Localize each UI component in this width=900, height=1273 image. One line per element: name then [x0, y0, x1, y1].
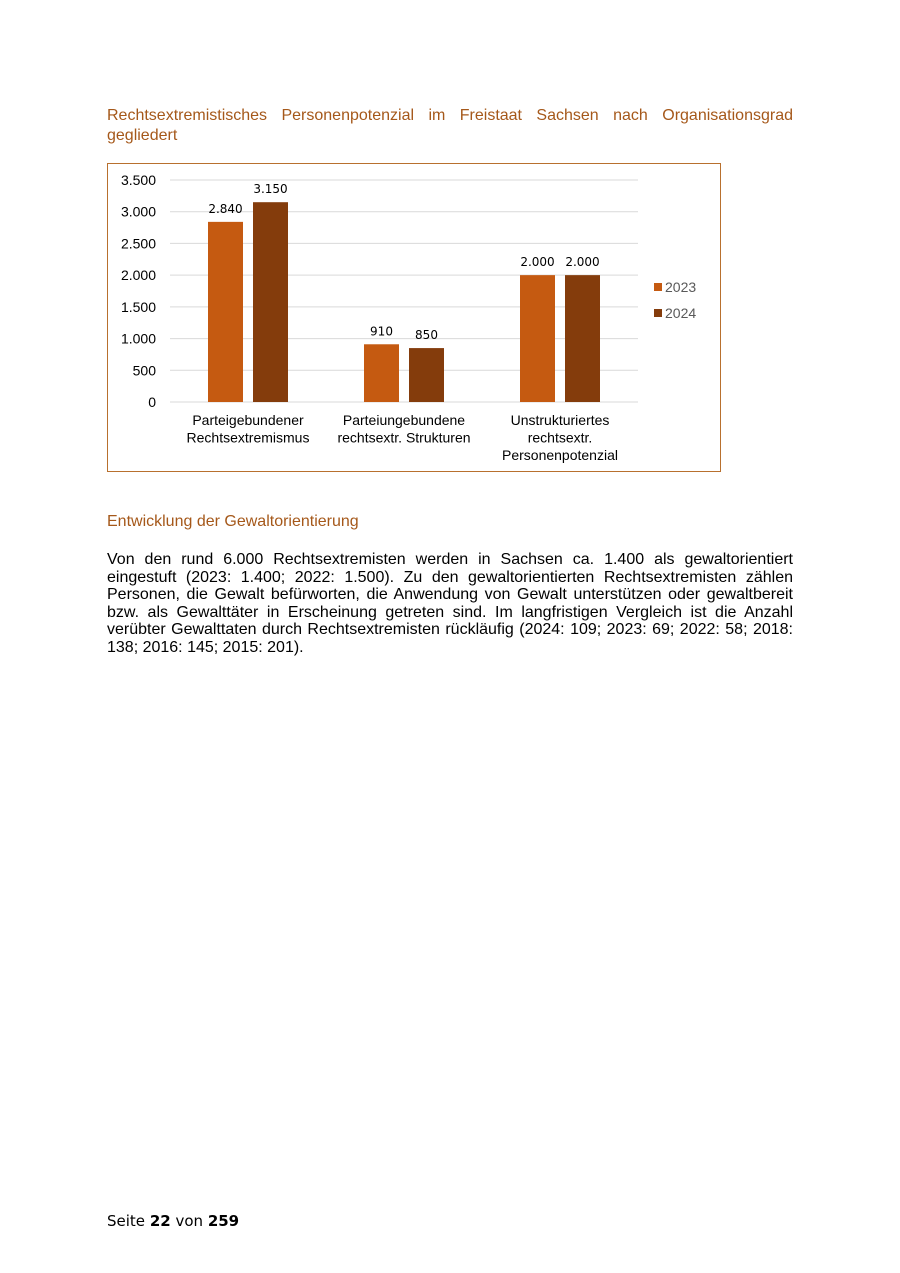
x-category-label: Personenpotenzial	[502, 447, 618, 463]
x-category-label: rechtsextr. Strukturen	[337, 429, 471, 446]
footer-prefix: Seite	[107, 1212, 146, 1230]
legend-label-2024: 2024	[665, 305, 697, 321]
footer-middle: von	[175, 1212, 204, 1230]
x-category-label: Unstrukturiertes	[510, 412, 610, 428]
y-tick-label: 1.500	[120, 298, 156, 315]
bar-2023	[520, 275, 555, 402]
current-page-number: 22	[149, 1212, 171, 1230]
bar-2024	[565, 275, 600, 402]
total-page-count: 259	[207, 1212, 240, 1230]
x-category-label: Rechtsextremismus	[186, 429, 310, 446]
legend-label-2023: 2023	[665, 279, 697, 295]
data-label: 2.840	[208, 201, 243, 216]
data-label: 3.150	[253, 182, 288, 197]
y-tick-label: 500	[132, 362, 156, 379]
y-tick-label: 3.500	[120, 172, 156, 188]
section-heading: Entwicklung der Gewaltorientierung	[107, 513, 359, 530]
chart-heading: Rechtsextremistisches Personenpotenzial im Freistaat Sachsen nach Organisationsgrad gegliedert	[107, 107, 793, 144]
data-label: 2.000	[565, 255, 600, 270]
bar-2023	[364, 344, 399, 402]
data-label: 910	[370, 324, 393, 339]
chart-frame	[107, 163, 721, 472]
legend-swatch-2023	[654, 283, 662, 291]
y-tick-label: 3.000	[120, 203, 156, 220]
x-category-label: rechtsextr.	[527, 429, 593, 446]
page-footer	[107, 1212, 239, 1230]
x-category-label: Parteigebundener	[192, 412, 304, 428]
legend-swatch-2024	[654, 309, 662, 317]
y-tick-label: 2.500	[120, 235, 156, 252]
data-label: 850	[415, 328, 438, 343]
bar-2023	[208, 222, 243, 402]
x-category-label: Parteiungebundene	[342, 412, 466, 428]
data-label: 2.000	[520, 255, 555, 270]
bar-2024	[409, 348, 444, 402]
bar-2024	[253, 202, 288, 402]
body-paragraph: Von den rund 6.000 Rechtsextremisten werden in Sachsen ca. 1.400 als gewaltorientiert eingestuft (2023: 1.400; 2022: 1.500). Zu den gewaltorientierten Rechtsextremisten zählen Personen, die Gewalt befürworten, die Anwendung von Gewalt unterstützen oder gewaltbereit bzw. als Gewalttäter in Erscheinung getreten sind. Im langfristigen Vergleich ist die Anzahl verübter Gewalttaten durch Rechtsextremisten rückläufig (2024: 109; 2023: 69; 2022: 58; 2018: 138; 2016: 145; 2015: 201).	[107, 551, 793, 656]
y-tick-label: 2.000	[120, 267, 156, 284]
y-tick-label: 0	[148, 394, 156, 410]
y-tick-label: 1.000	[120, 330, 156, 347]
bar-chart	[108, 164, 720, 471]
